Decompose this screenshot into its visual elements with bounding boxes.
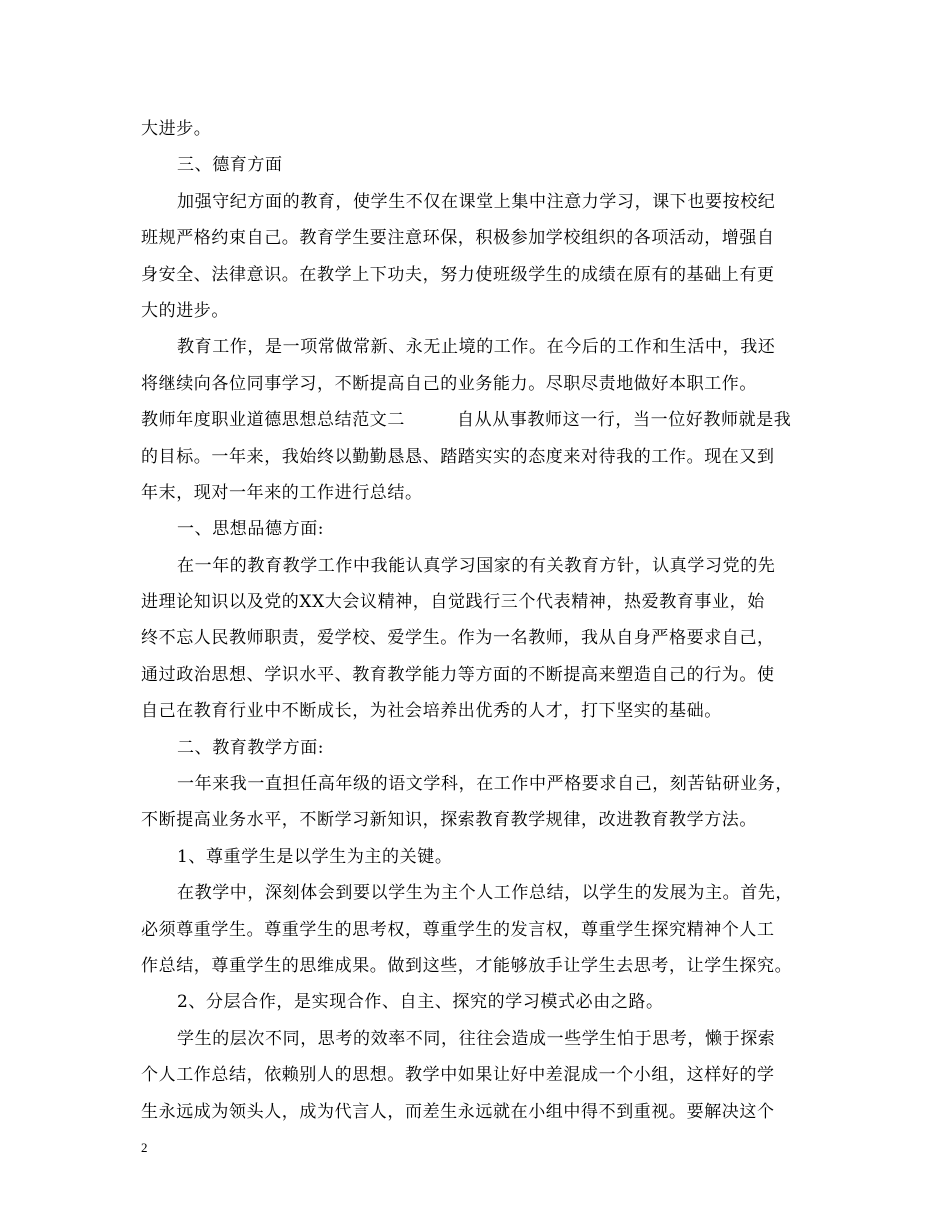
text-line bbox=[141, 620, 811, 656]
text-line-content: 自己在教育行业中不断成长，为社会培养出优秀的人才，打下坚实的基础。 bbox=[141, 701, 722, 722]
text-line-content: 终不忘人民教师职责，爱学校、爱学生。作为一名教师，我从自身严格要求自己， bbox=[141, 628, 775, 649]
text-line-content: 身安全、法律意识。在教学上下功夫，努力使班级学生的成绩在原有的基础上有更 bbox=[141, 264, 775, 285]
text-line-content: 通过政治思想、学识水平、教育教学能力等方面的不断提高来塑造自己的行为。使 bbox=[141, 664, 775, 685]
text-line-content: 在一年的教育教学工作中我能认真学习国家的有关教育方针，认真学习党的先 bbox=[177, 555, 776, 576]
text-line-content: 班规严格约束自己。教育学生要注意环保，积极参加学校组织的各项活动，增强自 bbox=[141, 228, 775, 249]
text-line bbox=[141, 875, 811, 911]
text-line-continuation: 自从从事教师这一行，当一位好教师就是我 bbox=[457, 410, 792, 431]
text-line bbox=[141, 111, 811, 147]
text-line bbox=[141, 839, 811, 875]
text-line-content: 进理论知识以及党的XX大会议精神，自觉践行三个代表精神，热爱教育事业，始 bbox=[141, 592, 765, 613]
text-line bbox=[141, 802, 811, 838]
text-line-content: 必须尊重学生。尊重学生的思考权，尊重学生的发言权，尊重学生探究精神个人工 bbox=[141, 919, 775, 940]
text-line bbox=[141, 584, 811, 620]
text-line bbox=[141, 329, 811, 365]
text-line-content: 年末，现对一年来的工作进行总结。 bbox=[141, 482, 423, 503]
text-line bbox=[141, 984, 811, 1020]
text-line-content: 大进步。 bbox=[141, 119, 212, 139]
text-line bbox=[141, 766, 811, 802]
text-line bbox=[141, 548, 811, 584]
text-line-content: 二、教育教学方面: bbox=[177, 737, 325, 758]
text-line-content: 不断提高业务水平，不断学习新知识，探索教育教学规律，改进教育教学方法。 bbox=[141, 810, 757, 831]
text-line bbox=[141, 657, 811, 693]
page-number: 2 bbox=[141, 1140, 148, 1155]
text-line-content: 大的进步。 bbox=[141, 300, 229, 321]
text-line bbox=[141, 257, 811, 293]
text-line bbox=[141, 1021, 811, 1057]
text-line-content: 作总结，尊重学生的思维成果。做到这些，才能够放手让学生去思考，让学生探究。 bbox=[141, 955, 793, 976]
text-line-content: 一、思想品德方面: bbox=[177, 519, 325, 540]
text-line bbox=[141, 366, 811, 402]
text-line bbox=[141, 402, 811, 438]
document-body bbox=[141, 111, 811, 1130]
text-line bbox=[141, 1094, 811, 1130]
text-line-content: 个人工作总结，依赖别人的思想。教学中如果让好中差混成一个小组，这样好的学 bbox=[141, 1065, 775, 1086]
text-line bbox=[141, 948, 811, 984]
text-line-content: 生永远成为领头人，成为代言人，而差生永远就在小组中得不到重视。要解决这个 bbox=[141, 1101, 775, 1122]
text-line bbox=[141, 693, 811, 729]
text-line bbox=[141, 1057, 811, 1093]
text-line-content: 的目标。一年来，我始终以勤勤恳恳、踏踏实实的态度来对待我的工作。现在又到 bbox=[141, 446, 775, 467]
text-line bbox=[141, 147, 811, 183]
text-line-content: 加强守纪方面的教育，使学生不仅在课堂上集中注意力学习，课下也要按校纪 bbox=[177, 191, 776, 212]
text-line-content: 1、尊重学生是以学生为主的关键。 bbox=[177, 846, 453, 867]
text-line-content: 教师年度职业道德思想总结范文二 bbox=[141, 410, 405, 431]
text-line-content: 教育工作，是一项常做常新、永无止境的工作。在今后的工作和生活中，我还 bbox=[177, 337, 776, 358]
text-line bbox=[141, 439, 811, 475]
text-line bbox=[141, 293, 811, 329]
text-line-content: 学生的层次不同，思考的效率不同，往往会造成一些学生怕于思考，懒于探索 bbox=[177, 1028, 776, 1049]
text-line bbox=[141, 912, 811, 948]
text-line-content: 一年来我一直担任高年级的语文学科，在工作中严格要求自己，刻苦钻研业务， bbox=[177, 774, 793, 795]
text-line-content: 将继续向各位同事学习，不断提高自己的业务能力。尽职尽责地做好本职工作。 bbox=[141, 373, 757, 394]
text-line bbox=[141, 184, 811, 220]
text-line bbox=[141, 730, 811, 766]
text-line bbox=[141, 475, 811, 511]
text-line-content: 三、德育方面 bbox=[177, 155, 283, 176]
text-line bbox=[141, 220, 811, 256]
text-line-content: 2、分层合作，是实现合作、自主、探究的学习模式必由之路。 bbox=[177, 992, 664, 1013]
text-line bbox=[141, 511, 811, 547]
text-line-content: 在教学中，深刻体会到要以学生为主个人工作总结，以学生的发展为主。首先， bbox=[177, 883, 793, 904]
